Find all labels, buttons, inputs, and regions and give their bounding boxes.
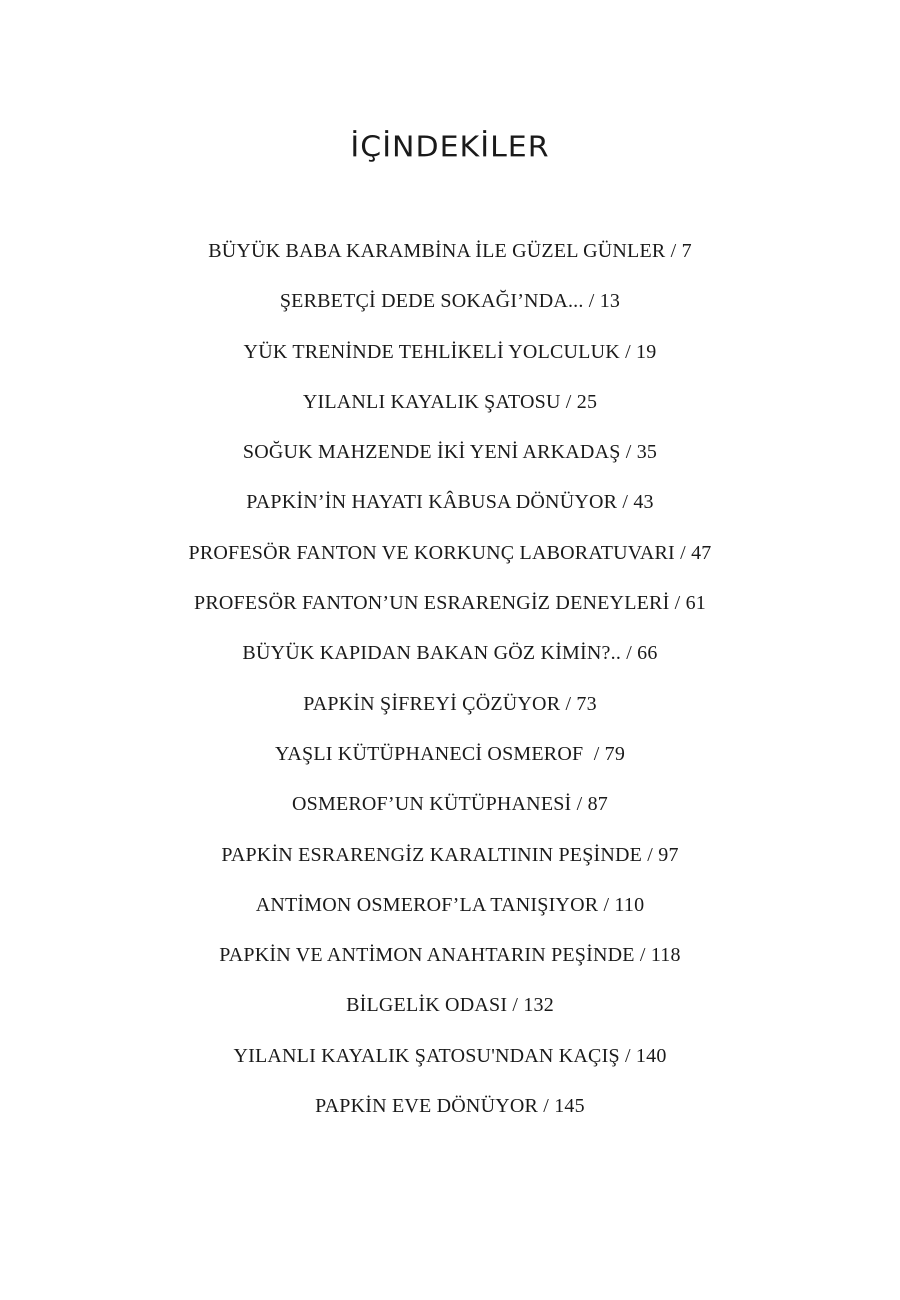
toc-entry: PROFESÖR FANTON VE KORKUNÇ LABORATUVARI / 47 [188, 541, 712, 564]
toc-entry: PROFESÖR FANTON’UN ESRARENGİZ DENEYLERİ / 61 [194, 592, 706, 615]
toc-entry: PAPKİN’İN HAYATI KÂBUSA DÖNÜYOR / 43 [246, 491, 654, 514]
toc-entry: BÜYÜK KAPIDAN BAKAN GÖZ KİMİN?.. / 66 [242, 642, 658, 665]
table-of-contents [0, 234, 900, 1139]
toc-entry: BÜYÜK BABA KARAMBİNA İLE GÜZEL GÜNLER / 7 [208, 240, 692, 262]
toc-entry: YILANLI KAYALIK ŞATOSU'NDAN KAÇIŞ / 140 [233, 1044, 667, 1067]
toc-entry: PAPKİN EVE DÖNÜYOR / 145 [315, 1095, 585, 1118]
toc-entry: YÜK TRENİNDE TEHLİKELİ YOLCULUK / 19 [243, 340, 657, 363]
page-title: İÇİNDEKİLER [350, 130, 550, 165]
toc-entry: PAPKİN ESRARENGİZ KARALTININ PEŞİNDE / 97 [221, 843, 679, 866]
toc-entry: YAŞLI KÜTÜPHANECİ OSMEROF / 79 [274, 742, 626, 765]
toc-entry: PAPKİN ŞİFREYİ ÇÖZÜYOR / 73 [303, 692, 597, 715]
toc-entry: OSMEROF’UN KÜTÜPHANESİ / 87 [292, 793, 608, 816]
toc-entry: BİLGELİK ODASI / 132 [346, 994, 554, 1017]
toc-entry: ŞERBETÇİ DEDE SOKAĞI’NDA... / 13 [279, 290, 621, 313]
toc-entry: YILANLI KAYALIK ŞATOSU / 25 [302, 390, 598, 413]
toc-entry: PAPKİN VE ANTİMON ANAHTARIN PEŞİNDE / 118 [219, 944, 681, 967]
toc-entry: ANTİMON OSMEROF’LA TANIŞIYOR / 110 [255, 893, 645, 916]
toc-entry: SOĞUK MAHZENDE İKİ YENİ ARKADAŞ / 35 [242, 441, 658, 464]
